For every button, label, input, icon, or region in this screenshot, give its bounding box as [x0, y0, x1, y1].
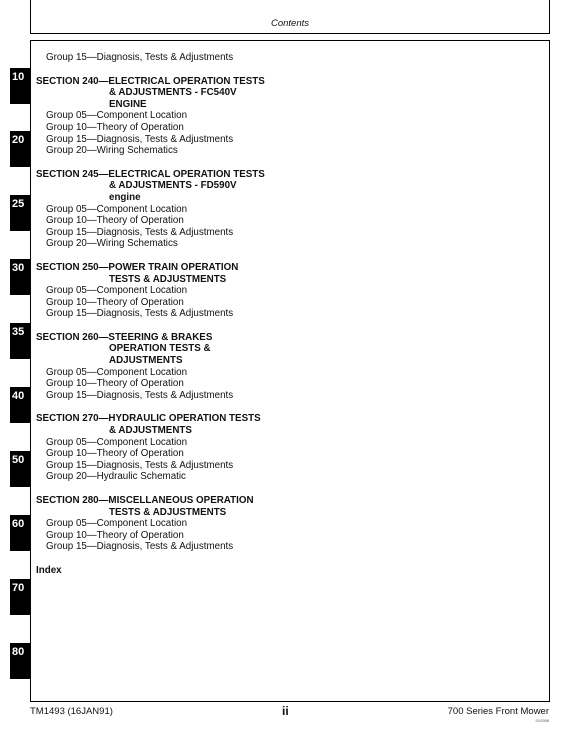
- toc-entry[interactable]: Group 20—Wiring Schematics: [46, 238, 178, 250]
- section-heading-line: TESTS & ADJUSTMENTS: [109, 506, 227, 518]
- toc-entry[interactable]: Group 05—Component Location: [46, 110, 188, 122]
- section-heading-line: SECTION 260—STEERING & BRAKES: [36, 331, 213, 343]
- toc-entry[interactable]: Group 05—Component Location: [46, 518, 188, 530]
- section-tab-50[interactable]: 50: [10, 451, 31, 487]
- section-tab-25[interactable]: 25: [10, 195, 31, 231]
- section-tab-30[interactable]: 30: [10, 259, 31, 295]
- toc-entry[interactable]: Group 15—Diagnosis, Tests & Adjustments: [46, 52, 234, 63]
- section-heading-line: SECTION 240—ELECTRICAL OPERATION TESTS: [36, 75, 265, 87]
- header-title: Contents: [270, 18, 309, 29]
- toc-entry[interactable]: Group 10—Theory of Operation: [46, 529, 184, 541]
- section-245-heading[interactable]: [36, 169, 536, 204]
- toc-entry[interactable]: Group 05—Component Location: [46, 436, 188, 448]
- toc-entry[interactable]: Group 10—Theory of Operation: [46, 215, 184, 227]
- toc-entry[interactable]: Group 10—Theory of Operation: [46, 296, 184, 308]
- section-heading-line: & ADJUSTMENTS - FD590V: [109, 180, 237, 192]
- section-heading-line: SECTION 245—ELECTRICAL OPERATION TESTS: [36, 168, 265, 180]
- header-frame: [30, 0, 550, 34]
- section-260-heading[interactable]: [36, 332, 536, 367]
- section-heading-line: ENGINE: [109, 98, 147, 110]
- section-tab-20[interactable]: 20: [10, 131, 31, 167]
- toc-entry[interactable]: Group 15—Diagnosis, Tests & Adjustments: [46, 389, 234, 401]
- toc-entry[interactable]: Group 10—Theory of Operation: [46, 448, 184, 460]
- contents-list: [36, 52, 536, 577]
- section-tab-40[interactable]: 40: [10, 387, 31, 423]
- section-250-heading[interactable]: [36, 262, 536, 285]
- section-heading-line: & ADJUSTMENTS - FC540V: [109, 87, 237, 99]
- section-heading-line: SECTION 270—HYDRAULIC OPERATION TESTS: [36, 413, 261, 425]
- toc-entry[interactable]: Group 05—Component Location: [46, 366, 188, 378]
- section-heading-line: & ADJUSTMENTS: [109, 425, 192, 437]
- section-tab-10[interactable]: 10: [10, 68, 31, 104]
- footer-code: 010398: [535, 718, 549, 723]
- section-tab-35[interactable]: 35: [10, 323, 31, 359]
- toc-entry[interactable]: Group 10—Theory of Operation: [46, 378, 184, 390]
- toc-entry[interactable]: Group 20—Wiring Schematics: [46, 145, 178, 157]
- toc-entry[interactable]: Group 05—Component Location: [46, 203, 188, 215]
- index-heading[interactable]: Index: [36, 564, 62, 576]
- section-270-heading[interactable]: [36, 413, 536, 436]
- footer-manual-id: TM1493 (16JAN91): [30, 706, 113, 717]
- section-heading-line: SECTION 250—POWER TRAIN OPERATION: [36, 261, 239, 273]
- section-heading-line: SECTION 280—MISCELLANEOUS OPERATION: [36, 495, 254, 506]
- toc-entry[interactable]: Group 15—Diagnosis, Tests & Adjustments: [46, 459, 234, 471]
- section-heading-line: OPERATION TESTS &: [109, 343, 211, 355]
- section-tab-60[interactable]: 60: [10, 515, 31, 551]
- toc-entry[interactable]: Group 10—Theory of Operation: [46, 121, 184, 133]
- section-280-heading[interactable]: [36, 495, 536, 518]
- section-heading-line: engine: [109, 191, 141, 203]
- footer-product-name: 700 Series Front Mower: [447, 706, 549, 717]
- toc-entry[interactable]: Group 15—Diagnosis, Tests & Adjustments: [46, 133, 234, 145]
- section-tab-80[interactable]: 80: [10, 643, 31, 679]
- toc-entry[interactable]: Group 15—Diagnosis, Tests & Adjustments: [46, 308, 234, 320]
- section-heading-line: TESTS & ADJUSTMENTS: [109, 273, 227, 285]
- footer-page-number: ii: [282, 704, 289, 718]
- section-tab-70[interactable]: 70: [10, 579, 31, 615]
- section-heading-line: ADJUSTMENTS: [109, 355, 183, 367]
- section-240-heading[interactable]: [36, 76, 536, 111]
- toc-entry[interactable]: Group 05—Component Location: [46, 285, 188, 297]
- toc-entry[interactable]: Group 15—Diagnosis, Tests & Adjustments: [46, 541, 234, 553]
- toc-entry[interactable]: Group 15—Diagnosis, Tests & Adjustments: [46, 226, 234, 238]
- toc-entry[interactable]: Group 20—Hydraulic Schematic: [46, 471, 186, 483]
